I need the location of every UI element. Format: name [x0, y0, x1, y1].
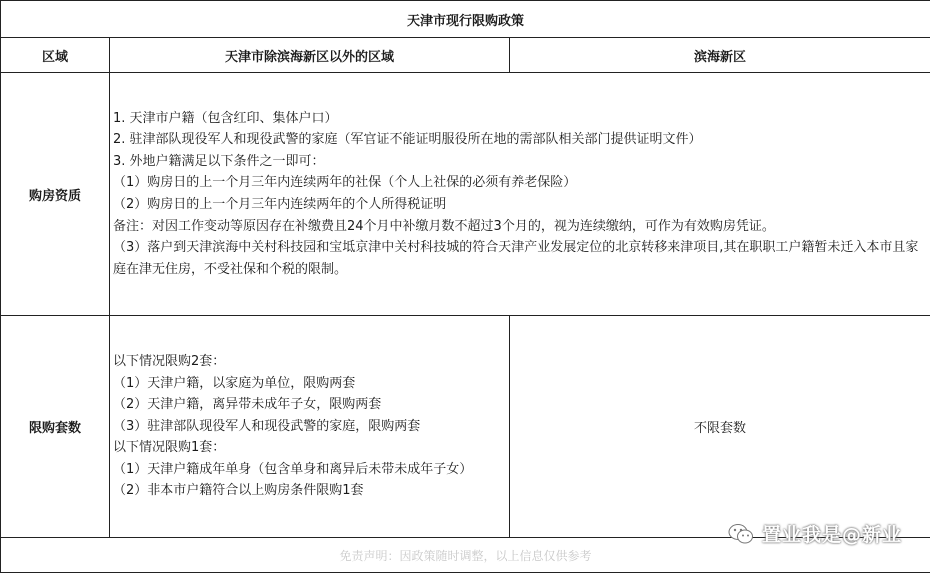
watermark-text: 置业我是@新业 [762, 520, 902, 547]
limit-line: （2）非本市户籍符合以上购房条件限购1套 [113, 480, 507, 502]
limit-content [110, 316, 510, 538]
disclaimer-text: 免责声明：因政策随时调整，以上信息仅供参考 [340, 549, 592, 563]
limit-line: （3）驻津部队现役军人和现役武警的家庭，限购两套 [113, 416, 507, 438]
row-label-qualification: 购房资质 [1, 73, 110, 316]
limit-line: （1）天津户籍，以家庭为单位，限购两套 [113, 373, 507, 395]
row-label-limit: 限购套数 [1, 316, 110, 538]
qualification-line: 3. 外地户籍满足以下条件之一即可： [113, 151, 928, 173]
qualification-line: （2）购房日的上一个月三年内连续两年的个人所得税证明 [113, 194, 928, 216]
header-binhai: 滨海新区 [510, 38, 930, 73]
qualification-line: （3）落户到天津滨海中关村科技园和宝坻京津中关村科技城的符合天津产业发展定位的北京转移来津项目,其在职职工户籍暂未迁入本市且家庭在津无住房，不受社保和个税的限制。 [113, 237, 928, 280]
wechat-icon [728, 523, 754, 545]
table-title: 天津市现行限购政策 [1, 1, 930, 38]
limit-line: （2）天津户籍，离异带未成年子女，限购两套 [113, 394, 507, 416]
qualification-line: 1. 天津市户籍（包含红印、集体户口） [113, 108, 928, 130]
qualification-line: （1）购房日的上一个月三年内连续两年的社保（个人上社保的必须有养老保险） [113, 172, 928, 194]
limit-line: （1）天津户籍成年单身（包含单身和离异后未带未成年子女） [113, 459, 507, 481]
limit-line: 以下情况限购2套： [113, 351, 507, 373]
limit-line: 以下情况限购1套： [113, 437, 507, 459]
qualification-content [110, 73, 930, 316]
header-tianjin: 天津市除滨海新区以外的区域 [110, 38, 510, 73]
qualification-line: 2. 驻津部队现役军人和现役武警的家庭（军官证不能证明服役所在地的需部队相关部门提供证明文件） [113, 129, 928, 151]
binhai-limit-value: 不限套数 [510, 316, 930, 538]
header-region: 区域 [1, 38, 110, 73]
qualification-note: 备注：对因工作变动等原因存在补缴费且24个月中补缴月数不超过3个月的，视为连续缴纳，可作为有效购房凭证。 [113, 216, 928, 238]
watermark [728, 520, 902, 547]
